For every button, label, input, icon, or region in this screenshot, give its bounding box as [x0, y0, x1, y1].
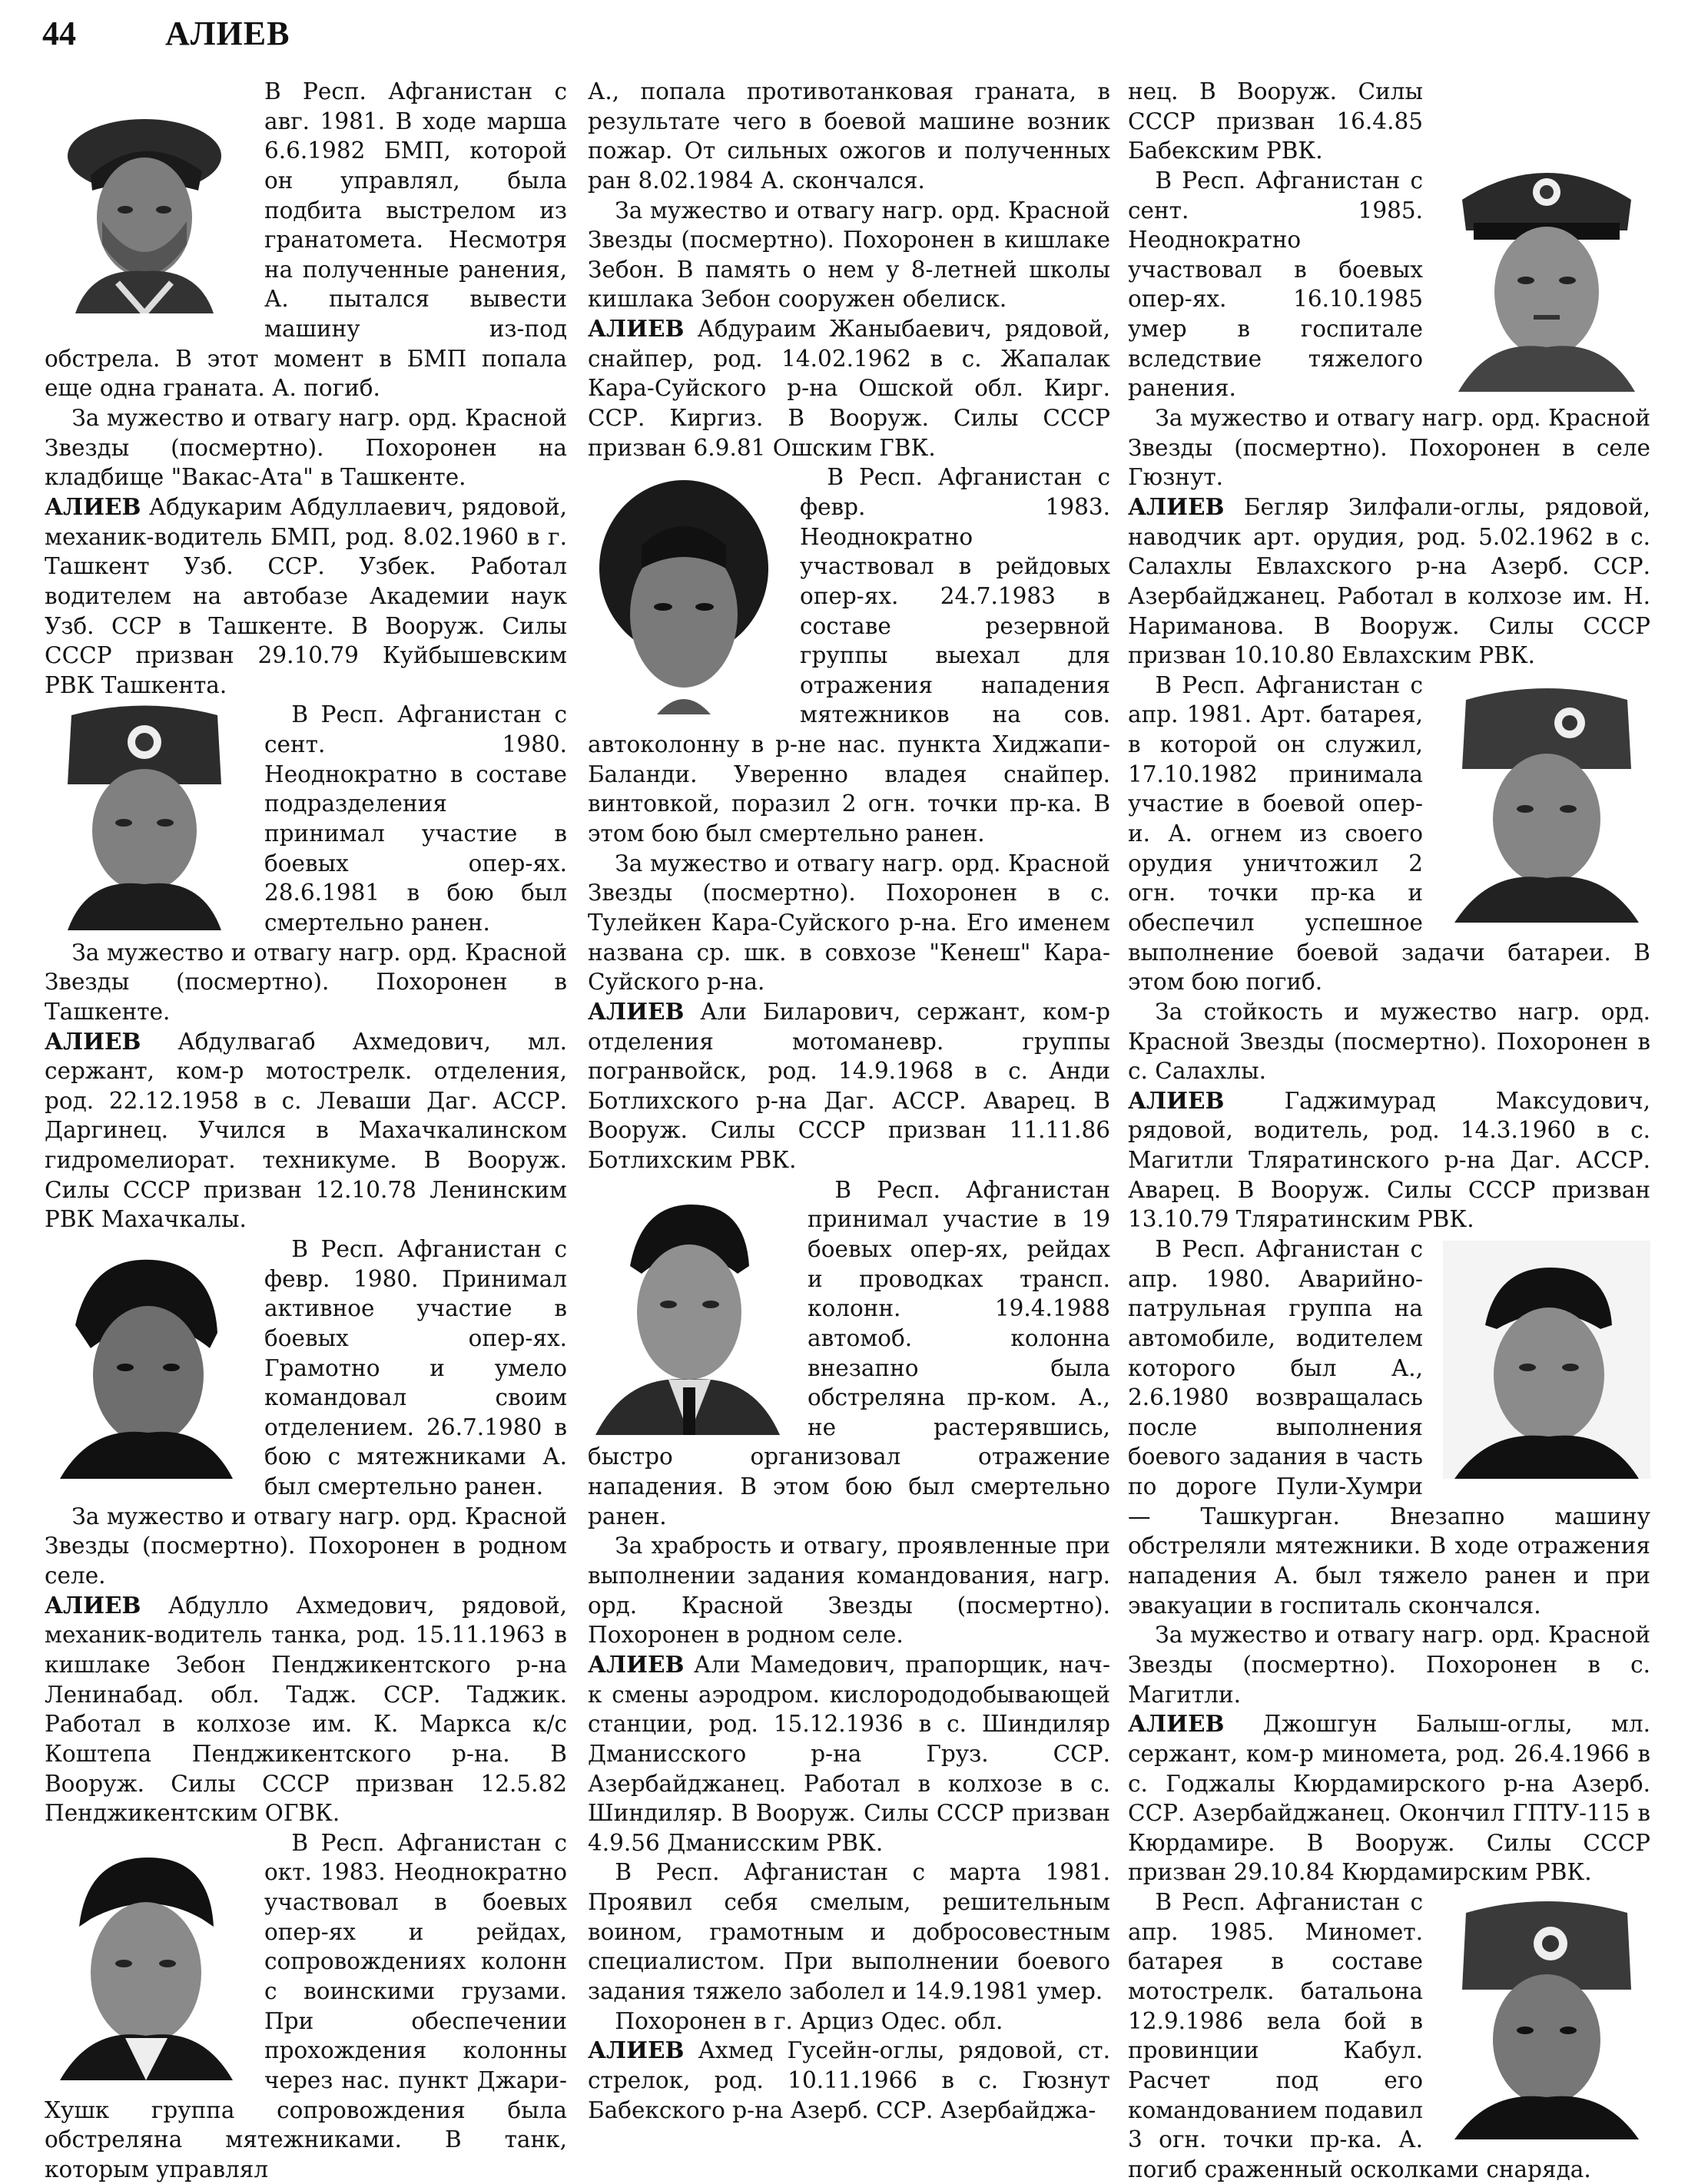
- entry-paragraph: За мужество и отвагу нагр. орд. Красной Звезды (посмертно). Похоронен в селе Гюзнут.: [1128, 405, 1650, 491]
- entry-surname: АЛИЕВ: [588, 315, 685, 343]
- portrait-photo: [45, 700, 244, 930]
- entry-heading-text: Абдулло Ахмедович, рядовой, механик-водитель танка, род. 15.11.1963 в кишлаке Зебон Пенджикентского р-на Ленинабад. обл. Тадж. ССР. Таджик. Работал в колхозе им. К. Маркса к/с Коштепа Пенджикентского р-на. В Вооруж. Силы СССР призван 12.5.82 Пенджикентским ОГВК.: [45, 1592, 567, 1827]
- entry-surname: АЛИЕВ: [1128, 1710, 1225, 1738]
- entry: [45, 77, 567, 492]
- entry-surname: АЛИЕВ: [588, 1650, 685, 1678]
- entry: [1128, 1709, 1650, 2184]
- portrait-photo: [45, 83, 244, 313]
- entry-paragraph: нец. В Вооруж. Силы СССР призван 16.4.85 Бабекским РВК.: [1128, 78, 1423, 164]
- portrait-photo: [1443, 677, 1650, 923]
- entry-paragraph: В Респ. Афганистан с авг. 1981. В ходе марша 6.6.1982 БМП, которой он управлял, была подбита выстрелом из гранатомета. Несмотря на полученные ранения, А. пытался вывести машину из-под обстрела. В этот момент в БМП попала еще одна граната. А. погиб.: [45, 78, 567, 402]
- entry-paragraph: В Респ. Афганистан с февр. 1983. Неоднократно участвовал в рейдовых опер-ях. 24.7.1983 в составе резервной группы выехал для отражения нападения мятежников на сов. автоколонну в р-не нас. пункта Хиджапи-Баланди. Уверенно владея снайпер. винтовкой, поразил 2 огн. точки пр-ка. В этом бою был смертельно ранен.: [588, 464, 1110, 847]
- entry-paragraph: В Респ. Афганистан принимал участие в 19 боевых опер-ях, рейдах и проводках трансп. колонн. 19.4.1988 автомоб. колонна внезапно была обстреляна пр-ком. А., не растерявшись, быстро организовал отражение нападения. В этом бою был смертельно ранен.: [588, 1176, 1110, 1529]
- entry-heading: [45, 1027, 567, 1235]
- entry: [588, 1650, 1110, 2036]
- entry: [45, 492, 567, 1027]
- entry: [588, 2036, 1110, 2125]
- running-title: АЛИЕВ: [165, 15, 290, 52]
- entry-heading-text: Абдукарим Абдуллаевич, рядовой, механик-водитель БМП, род. 8.02.1960 в г. Ташкент Узб. ССР. Узбек. Работал водителем на автобазе Академии наук Узб. ССР в Ташкенте. В Вооруж. Силы СССР призван 29.10.79 Куйбышевским РВК Ташкента.: [45, 493, 567, 698]
- entry-surname: АЛИЕВ: [1128, 1086, 1225, 1114]
- entry-heading-text: Али Мамедович, прапорщик, нач-к смены аэродром. кислорододобывающей станции, род. 15.12.1936 в с. Шиндиляр Дманисского р-на Груз. ССР. Азербайджанец. Работал в колхозе в с. Шиндиляр. В Вооруж. Силы СССР призван 4.9.56 Дманисским РВК.: [588, 1651, 1110, 1856]
- entry-paragraph: А., попала противотанковая граната, в результате чего в боевой машине возник пожар. От сильных ожогов и полученных ран 8.02.1984 А. скончался.: [588, 78, 1110, 194]
- entry-heading-text: Джошгун Балыш-оглы, мл. сержант, ком-р минометa, род. 26.4.1966 в с. Годжалы Кюрдамирского р-на Азерб. ССР. Азербайджанец. Окончил ГПТУ-115 в Кюрдамире. В Вооруж. Силы СССР призван 29.10.84 Кюрдамирским РВК.: [1128, 1711, 1650, 1886]
- entry-heading-text: Абдулвагаб Ахмедович, мл. сержант, ком-р мотострелк. отделения, род. 22.12.1958 в с. Леваши Даг. АССР. Даргинец. Учился в Махачкалинском гидромелиорат. техникуме. В Вооруж. Силы СССР призван 12.10.78 Ленинским РВК Махачкалы.: [45, 1028, 567, 1233]
- entry-surname: АЛИЕВ: [45, 1027, 141, 1055]
- entry-heading-text: Али Биларович, сержант, ком-р отделения мотоманевр. группы погранвойск, род. 14.9.1968 в с. Анди Ботлихского р-на Даг. АССР. Аварец. В Вооруж. Силы СССР призван 11.11.86 Ботлихским РВК.: [588, 998, 1110, 1174]
- entry-paragraph: За мужество и отвагу нагр. орд. Красной Звезды (посмертно). Похоронен в кишлаке Зебон. В память о нем у 8-летней школы кишлака Зебон сооружен обелиск.: [588, 197, 1110, 313]
- entry-surname: АЛИЕВ: [1128, 492, 1225, 520]
- entry-paragraph: В Респ. Афганистан с апр. 1985. Миномет. батарея в составе мотострелк. батальона 12.9.1986 вела бой в провинции Кабул. Расчет под его командованием подавил 3 огн. точки пр-ка. А. погиб сраженный осколками снаряда.: [1128, 1889, 1591, 2182]
- portrait-photo: [1443, 146, 1650, 392]
- entry-heading: [45, 1591, 567, 1828]
- portrait-photo: [588, 469, 780, 722]
- entry-paragraph: Похоронен в г. Арциз Одес. обл.: [615, 2007, 1003, 2034]
- entry-paragraph: За стойкость и мужество нагр. орд. Красной Звезды (посмертно). Похоронен в с. Салахлы.: [1128, 998, 1650, 1085]
- entry: [45, 1027, 567, 1591]
- entry-surname: АЛИЕВ: [588, 2037, 685, 2064]
- entry-paragraph: За мужество и отвагу нагр. орд. Красной Звезды (посмертно). Похоронен в с. Тулейкен Кара-Суйского р-на. Его именем названа ср. шк. в совхозе "Кенеш" Кара-Суйского р-на.: [588, 850, 1110, 996]
- entry-surname: АЛИЕВ: [45, 1591, 141, 1619]
- entry-heading: [45, 492, 567, 700]
- portrait-photo: [1443, 1241, 1650, 1479]
- column-2: [588, 77, 1110, 2125]
- entry: [1128, 492, 1650, 1086]
- entry-surname: АЛИЕВ: [45, 492, 141, 520]
- portrait-photo: [1443, 1894, 1650, 2139]
- portrait-photo: [588, 1181, 788, 1435]
- entry-paragraph: За храбрость и отвагу, проявленные при выполнении задания командования, нагр. орд. Красной Звезды (посмертно). Похоронен в родном селе.: [588, 1533, 1110, 1649]
- entry-heading: [588, 314, 1110, 462]
- portrait-photo: [45, 1834, 244, 2080]
- page-number: 44: [42, 15, 76, 52]
- portrait-photo: [45, 1241, 244, 1479]
- entry-heading: [588, 1650, 1110, 1858]
- entry-heading: [1128, 492, 1650, 671]
- entry-paragraph: За мужество и отвагу нагр. орд. Красной Звезды (посмертно). Похоронен в Ташкенте.: [45, 939, 567, 1025]
- entry-heading: [588, 997, 1110, 1175]
- entry: [588, 77, 1110, 314]
- entry-heading-text: Ахмед Гусейн-оглы, рядовой, ст. стрелок, род. 10.11.1966 в с. Гюзнут Бабекского р-на Азерб. ССР. Азербайджа-: [588, 2037, 1110, 2123]
- entry-paragraph: В Респ. Афганистан с сент. 1985. Неоднократно участвовал в боевых опер-ях. 16.10.1985 умер в госпитале вследствие тяжелого ранения.: [1128, 167, 1423, 402]
- entry: [1128, 77, 1650, 492]
- entry-heading-text: Бегляр Зилфали-оглы, рядовой, наводчик арт. орудия, род. 5.02.1962 в с. Салахлы Евлахского р-на Азерб. ССР. Азербайджанец. Работал в колхозе им. Н. Нариманова. В Вооруж. Силы СССР призван 10.10.80 Евлахским РВК.: [1128, 493, 1650, 669]
- entry-surname: АЛИЕВ: [588, 997, 685, 1025]
- entry: [588, 997, 1110, 1650]
- entry-heading: [1128, 1086, 1650, 1235]
- entry-heading: [1128, 1709, 1650, 1887]
- entry-heading-text: Гаджимурад Максудович, рядовой, водитель, род. 14.3.1960 в с. Магитли Тляратинского р-на Даг. АССР. Аварец. В Вооруж. Силы СССР призван 13.10.79 Тляратинским РВК.: [1128, 1087, 1650, 1233]
- entry-heading-text: Абдураим Жаныбаевич, рядовой, снайпер, род. 14.02.1962 в с. Жапалак Кара-Суйского р-на Ошской обл. Кирг. ССР. Киргиз. В Вооруж. Силы СССР призван 6.9.81 Ошским ГВК.: [588, 316, 1110, 461]
- entry-heading: [588, 2036, 1110, 2125]
- entry-paragraph: В Респ. Афганистан с марта 1981. Проявил себя смелым, решительным воином, грамотным и добросовестным специалистом. При выполнении боевого задания тяжело заболел и 14.9.1981 умер.: [588, 1859, 1110, 2004]
- entry: [1128, 1086, 1650, 1709]
- entry-paragraph: За мужество и отвагу нагр. орд. Красной Звезды (посмертно). Похоронен на кладбище "Вакас-Ата" в Ташкенте.: [45, 405, 567, 491]
- entry-paragraph: В Респ. Афганистан с февр. 1980. Принимал активное участие в боевых опер-ях. Грамотно и умело командовал своим отделением. 26.7.1980 в бою с мятежниками А. был смертельно ранен.: [264, 1235, 567, 1500]
- column-3: [1128, 77, 1650, 2184]
- entry-paragraph: За мужество и отвагу нагр. орд. Красной Звезды (посмертно). Похоронен в с. Магитли.: [1128, 1622, 1650, 1708]
- column-1: [45, 77, 567, 2184]
- entry-paragraph: В Респ. Афганистан с апр. 1980. Аварийно-патрульная группа на автомобиле, водителем которого был А., 2.6.1980 возвращалась после выполнения боевого задания в часть по дороге Пули-Хумри — Ташкурган. Внезапно машину обстреляли мятежники. В ходе отражения нападения А. был тяжело ранен и при эвакуации в госпиталь скончался.: [1128, 1235, 1650, 1619]
- entry: [45, 1591, 567, 2184]
- entry: [588, 314, 1110, 997]
- entry-paragraph: В Респ. Афганистан с апр. 1981. Арт. батарея, в которой он служил, 17.10.1982 принимала участие в боевой опер-и. А. огнем из своего орудия уничтожил 2 огн. точки пр-ка и обеспечил успешное выполнение боевой задачи батареи. В этом бою погиб.: [1128, 671, 1650, 996]
- entry-paragraph: В Респ. Афганистан с сент. 1980. Неоднократно в составе подразделения принимал участие в боевых опер-ях. 28.6.1981 в бою был смертельно ранен.: [264, 701, 567, 936]
- entry-paragraph: В Респ. Афганистан с окт. 1983. Неоднократно участвовал в боевых опер-ях и рейдах, сопровождениях колонн с воинскими грузами. При обеспечении прохождения колонны через нас. пункт Джари-Хушк группа сопровождения была обстреляна мятежниками. В танк, которым управлял: [45, 1829, 567, 2182]
- entry-paragraph: За мужество и отвагу нагр. орд. Красной Звезды (посмертно). Похоронен в родном селе.: [45, 1503, 567, 1589]
